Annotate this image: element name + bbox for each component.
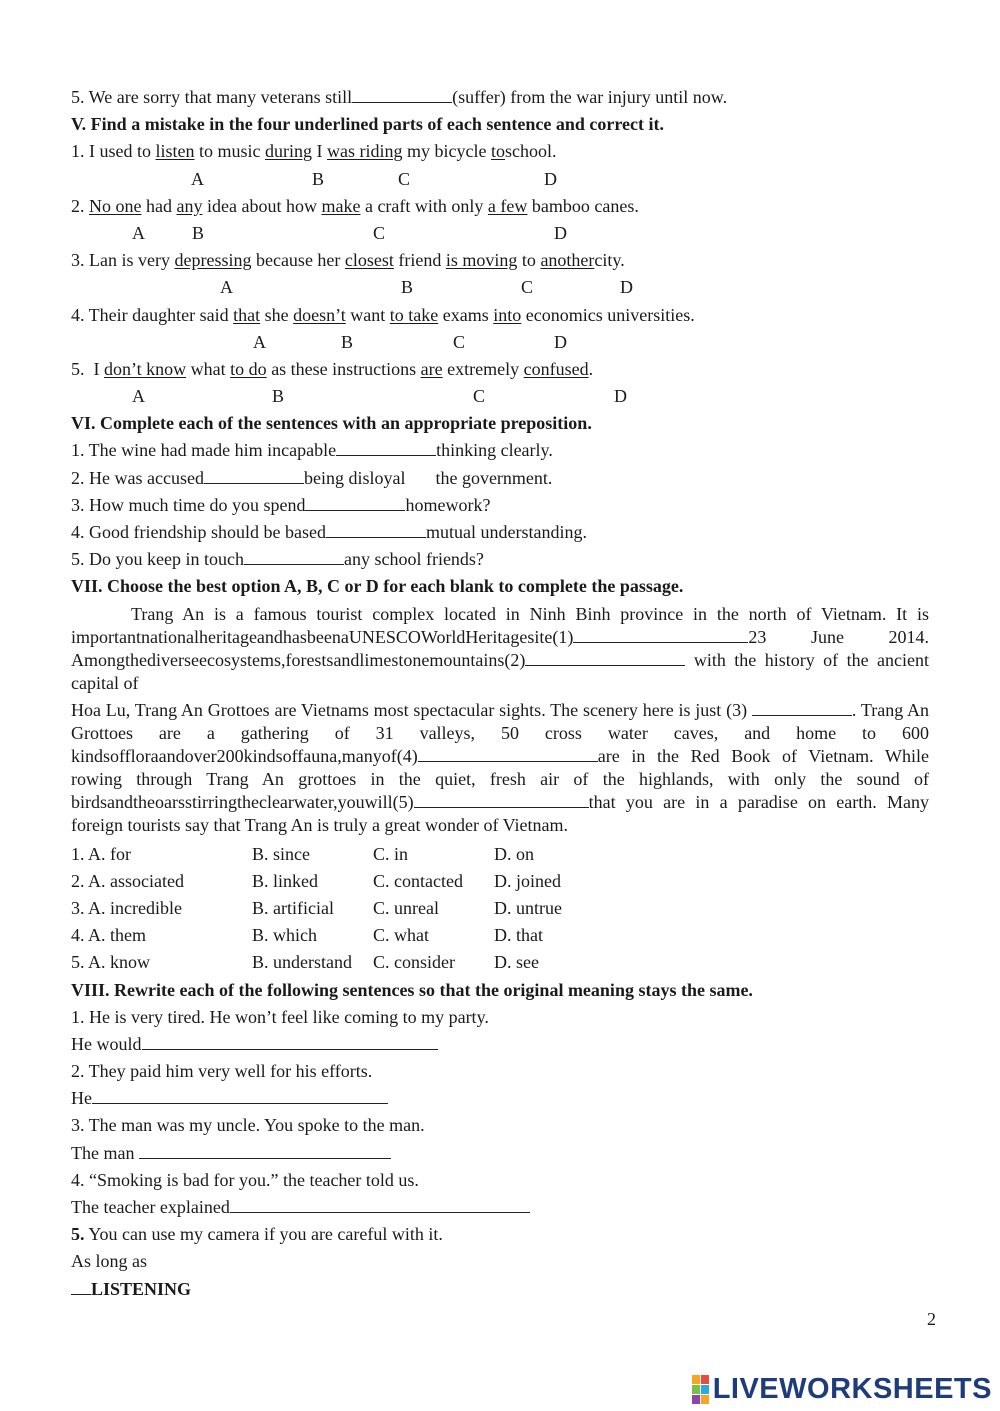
passage-blank-1[interactable] [573,626,748,643]
option-a[interactable]: 5. A. know [71,952,151,973]
question-text: 5. We are sorry that many veterans still [71,87,353,107]
underlined-part-a[interactable]: listen [155,141,195,162]
s8-question-3: 3. The man was my uncle. You spoke to the man. [71,1115,425,1136]
s4-question-5 [71,84,929,111]
s5-q3-letters: A B C D [220,277,633,298]
option-b[interactable]: B. linked [252,870,318,891]
s5-question-5: 5. I don’t know what to do as these instructions are extremely confused. [71,358,594,379]
listening-heading: LISTENING [71,1276,929,1303]
underlined-part-d[interactable]: into [493,304,522,325]
brand-logo [692,1372,992,1406]
option-d[interactable]: D. that [494,925,543,946]
underlined-part-a[interactable]: depressing [174,250,252,271]
option-c[interactable]: C. contacted [373,870,463,891]
answer-blank[interactable] [336,439,436,456]
s6-question-2: 2. He was accused being disloyal the government. [71,467,553,488]
answer-blank[interactable] [204,467,304,484]
underlined-part-c[interactable]: are [420,358,443,379]
option-a[interactable]: 4. A. them [71,925,146,946]
passage-blank-3[interactable] [752,699,852,716]
option-c[interactable]: C. what [373,925,429,946]
s6-question-5: 5. Do you keep in touch any school friends? [71,549,484,570]
option-b[interactable]: B. which [252,925,317,946]
section-viii-heading: VIII. Rewrite each of the following sentences so that the original meaning stays the same. [71,979,753,1000]
option-a[interactable]: 1. A. for [71,843,131,864]
answer-blank[interactable] [305,494,405,511]
question-text: (suffer) from the war injury until now. [452,87,728,107]
brand-text: LIVEWORKSHEETS [712,1372,992,1405]
underlined-part-b[interactable]: during [265,141,312,162]
passage-continued: Hoa Lu, Trang An Grottoes are Vietnams most spectacular sights. The scenery here is just (3) . Trang An Grottoes are a gathering of 31 valleys, 50 cross water caves, and home to 600 kindsoffloraandover200kindsoffauna,manyof(4) are in the Red Book of Vietnam. While rowing through Trang An grottoes in the quiet, fresh air of the highlands, with only the sound of birdsandtheoarsstirringtheclearwater,youwill(5) that you are in a paradise on earth. Many foreign tourists say that Trang An is truly a great wonder of Vietnam. [71,699,929,835]
s5-question-3: 3. Lan is very depressing because her closest friend is moving to anothercity. [71,250,625,271]
options-row-3 [71,895,929,922]
option-d[interactable]: D. on [494,843,534,864]
underlined-part-c[interactable]: make [321,195,361,216]
s6-question-1: 1. The wine had made him incapable thinking clearly. [71,440,553,461]
underlined-part-b[interactable]: to do [230,358,267,379]
underlined-part-b[interactable]: closest [344,250,394,271]
options-row-2 [71,868,929,895]
s6-question-4: 4. Good friendship should be based mutual understanding. [71,522,587,542]
section-vii-heading: VII. Choose the best option A, B, C or D for each blank to complete the passage. [71,576,684,597]
answer-blank[interactable] [244,548,344,565]
underlined-part-d[interactable]: to [490,141,505,162]
page-number: 2 [927,1309,936,1329]
rewrite-blank[interactable] [92,1087,388,1104]
s8-question-5: 5. You can use my camera if you are careful with it. [71,1224,443,1245]
answer-blank[interactable] [326,521,426,538]
options-row-4 [71,922,929,949]
underlined-part-b[interactable]: any [176,195,203,216]
option-c[interactable]: C. consider [373,952,455,973]
s8-question-2: 2. They paid him very well for his efforts. [71,1061,373,1082]
rewrite-blank[interactable] [230,1196,530,1213]
rewrite-blank[interactable] [142,1033,438,1050]
underlined-part-d[interactable]: confused [523,358,589,379]
passage-blank-5[interactable] [414,791,589,808]
underlined-part-d[interactable]: a few [487,195,528,216]
option-d[interactable]: D. untrue [494,897,562,918]
option-c[interactable]: C. in [373,843,409,864]
option-a[interactable]: 3. A. incredible [71,897,182,918]
section-v-heading: V. Find a mistake in the four underlined parts of each sentence and correct it. [71,114,664,135]
underlined-part-c[interactable]: to take [389,304,439,325]
option-c[interactable]: C. unreal [373,897,439,918]
option-d[interactable]: D. see [494,952,539,973]
section-vi-heading: VI. Complete each of the sentences with an appropriate preposition. [71,413,592,434]
underlined-part-a[interactable]: No one [89,195,142,216]
option-b[interactable]: B. since [252,843,310,864]
s5-q4-letters: A B C D [253,331,567,352]
s8-answer-4: The teacher explained [71,1194,929,1221]
s8-question-4: 4. “Smoking is bad for you.” the teacher told us. [71,1169,419,1190]
option-a[interactable]: 2. A. associated [71,870,184,891]
passage: Trang An is a famous tourist complex located in Ninh Binh province in the north of Vietnam. It is importantnationalheritageandhasbeenaUNESCOWorldHeritagesite(1) 23 June 2014. Amongthediverseecosystems,forestsandlimestonemountains(2) with the history of the ancient capital of [71,603,930,693]
s5-question-4: 4. Their daughter said that she doesn’t want to take exams into economics universities. [71,304,695,325]
answer-blank[interactable] [352,86,452,103]
underlined-part-a[interactable]: don’t know [104,358,187,379]
options-row-5 [71,949,929,976]
underlined-part-a[interactable]: that [233,304,261,325]
s8-answer-3: The man [71,1140,929,1167]
option-b[interactable]: B. understand [252,952,352,973]
passage-blank-2[interactable] [525,649,685,666]
underlined-part-c[interactable]: is moving [445,250,518,271]
underlined-part-c[interactable]: was riding [327,141,403,162]
s8-answer-2: He [71,1085,929,1112]
option-d[interactable]: D. joined [494,870,561,891]
underlined-part-b[interactable]: doesn’t [293,304,346,325]
s5-q2-letters: A B C D [132,222,567,243]
worksheet-page [71,84,929,1303]
s8-question-1: 1. He is very tired. He won’t feel like coming to my party. [71,1006,489,1027]
s5-question-2: 2. No one had any idea about how make a craft with only a few bamboo canes. [71,195,639,216]
option-b[interactable]: B. artificial [252,897,334,918]
underlined-part-d[interactable]: another [540,250,595,271]
s5-q1-letters: A B C D [191,168,557,189]
passage-blank-4[interactable] [418,745,598,762]
rewrite-blank[interactable] [139,1142,391,1159]
s8-answer-1: He would [71,1031,929,1058]
s8-answer-5: As long as [71,1251,147,1272]
options-row-1 [71,841,929,868]
s6-question-3: 3. How much time do you spend homework? [71,494,491,515]
liveworksheets-logo-icon [692,1375,709,1404]
s5-q5-letters: A B C D [132,386,627,407]
s5-question-1: 1. I used to listen to music during I was riding my bicycle toschool. [71,141,557,162]
